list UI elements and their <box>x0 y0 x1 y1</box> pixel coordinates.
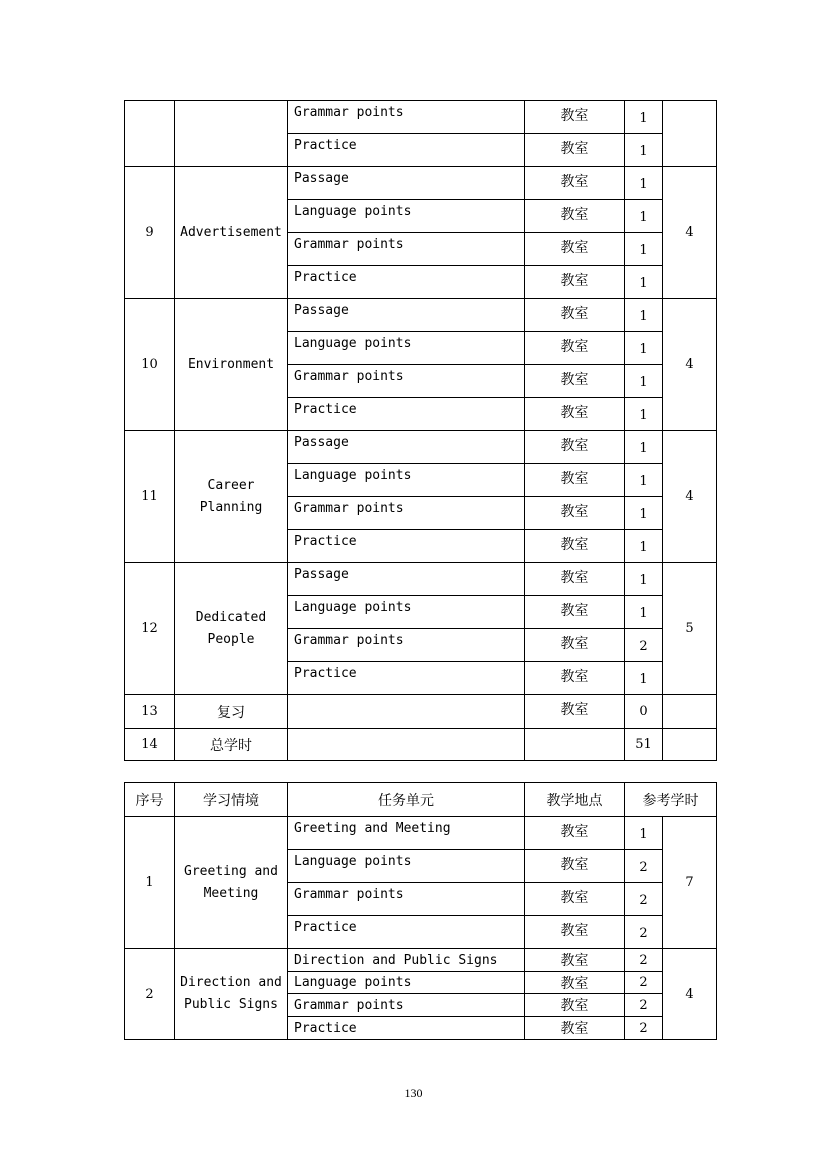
learning-context-cell <box>175 949 288 1040</box>
task-unit-cell: Language points <box>288 464 525 497</box>
location-cell: 教室 <box>525 266 625 299</box>
course-schedule-table <box>124 782 717 1040</box>
learning-context-cell <box>175 817 288 949</box>
task-unit-cell: Grammar points <box>288 994 525 1017</box>
hours-cell: 1 <box>625 431 663 464</box>
task-unit-cell: Grammar points <box>288 883 525 916</box>
location-cell: 教室 <box>525 1017 625 1040</box>
hours-cell: 1 <box>625 332 663 365</box>
task-unit-cell: Passage <box>288 299 525 332</box>
total-hours-cell <box>663 729 717 761</box>
learning-context-line: Public Signs <box>184 997 278 1012</box>
learning-context-cell: Advertisement <box>175 167 288 299</box>
unit-number-cell: 11 <box>125 431 175 563</box>
learning-context-line: Direction and <box>180 975 282 990</box>
page-number: 130 <box>404 1086 423 1100</box>
location-cell: 教室 <box>525 662 625 695</box>
unit-number-cell <box>125 101 175 167</box>
task-unit-cell <box>288 695 525 729</box>
location-cell: 教室 <box>525 949 625 972</box>
table-row <box>125 729 717 761</box>
table-header-row <box>125 783 717 817</box>
hours-cell: 1 <box>625 299 663 332</box>
learning-context-cell <box>175 431 288 563</box>
task-unit-cell: Passage <box>288 167 525 200</box>
table-row <box>125 949 717 972</box>
task-unit-cell: Language points <box>288 200 525 233</box>
task-unit-cell: Language points <box>288 972 525 994</box>
task-unit-cell: Practice <box>288 530 525 563</box>
hours-cell: 1 <box>625 596 663 629</box>
hours-cell: 1 <box>625 530 663 563</box>
total-hours-cell: 4 <box>663 299 717 431</box>
task-unit-cell: Passage <box>288 563 525 596</box>
task-unit-cell: Language points <box>288 850 525 883</box>
task-unit-cell <box>288 729 525 761</box>
task-unit-cell: Greeting and Meeting <box>288 817 525 850</box>
hours-cell: 1 <box>625 233 663 266</box>
hours-cell: 2 <box>625 883 663 916</box>
task-unit-cell: Grammar points <box>288 101 525 134</box>
total-hours-cell: 4 <box>663 431 717 563</box>
hours-cell: 1 <box>625 266 663 299</box>
location-cell: 教室 <box>525 431 625 464</box>
location-cell: 教室 <box>525 695 625 729</box>
total-hours-cell: 4 <box>663 167 717 299</box>
location-cell: 教室 <box>525 596 625 629</box>
unit-number-cell: 10 <box>125 299 175 431</box>
location-cell: 教室 <box>525 365 625 398</box>
learning-context-line: Career <box>207 477 255 493</box>
learning-context-cell <box>175 101 288 167</box>
hours-cell: 1 <box>625 101 663 134</box>
header-cell: 学习情境 <box>175 783 288 817</box>
hours-cell: 1 <box>625 464 663 497</box>
location-cell: 教室 <box>525 398 625 431</box>
hours-cell: 1 <box>625 497 663 530</box>
task-unit-cell: Practice <box>288 398 525 431</box>
task-unit-cell: Grammar points <box>288 233 525 266</box>
hours-cell: 1 <box>625 398 663 431</box>
table-row <box>125 299 717 332</box>
header-cell: 序号 <box>125 783 175 817</box>
location-cell: 教室 <box>525 299 625 332</box>
hours-cell: 2 <box>625 994 663 1017</box>
unit-number-cell: 13 <box>125 695 175 729</box>
task-unit-cell: Passage <box>288 431 525 464</box>
learning-context-cell: Environment <box>175 299 288 431</box>
location-cell: 教室 <box>525 563 625 596</box>
task-unit-cell: Practice <box>288 916 525 949</box>
table-row <box>125 563 717 596</box>
learning-context-line: Planning <box>199 499 263 515</box>
task-unit-cell: Practice <box>288 662 525 695</box>
task-unit-cell: Language points <box>288 332 525 365</box>
unit-number-cell: 2 <box>125 949 175 1040</box>
header-cell: 教学地点 <box>525 783 625 817</box>
location-cell: 教室 <box>525 817 625 850</box>
location-cell: 教室 <box>525 994 625 1017</box>
hours-cell: 1 <box>625 134 663 167</box>
task-unit-cell: Grammar points <box>288 365 525 398</box>
location-cell: 教室 <box>525 101 625 134</box>
location-cell <box>525 729 625 761</box>
hours-cell: 1 <box>625 200 663 233</box>
task-unit-cell: Grammar points <box>288 629 525 662</box>
location-cell: 教室 <box>525 883 625 916</box>
location-cell: 教室 <box>525 200 625 233</box>
total-hours-cell: 7 <box>663 817 717 949</box>
course-schedule-table-continued <box>124 100 717 761</box>
hours-cell: 1 <box>625 365 663 398</box>
unit-number-cell: 12 <box>125 563 175 695</box>
unit-number-cell: 14 <box>125 729 175 761</box>
table-row <box>125 167 717 200</box>
task-unit-cell: Direction and Public Signs <box>288 949 525 972</box>
table-row <box>125 695 717 729</box>
table-row <box>125 431 717 464</box>
total-hours-cell <box>663 101 717 167</box>
location-cell: 教室 <box>525 332 625 365</box>
task-unit-cell: Practice <box>288 1017 525 1040</box>
location-cell: 教室 <box>525 916 625 949</box>
hours-cell: 2 <box>625 850 663 883</box>
task-unit-cell: Practice <box>288 134 525 167</box>
table-row <box>125 817 717 850</box>
hours-cell: 2 <box>625 949 663 972</box>
task-unit-cell: Language points <box>288 596 525 629</box>
table-row <box>125 101 717 134</box>
learning-context-line: Greeting and <box>184 863 278 879</box>
learning-context-cell: 复习 <box>175 695 288 729</box>
hours-cell: 2 <box>625 972 663 994</box>
header-cell: 参考学时 <box>625 783 717 817</box>
learning-context-cell <box>175 563 288 695</box>
learning-context-cell: 总学时 <box>175 729 288 761</box>
location-cell: 教室 <box>525 134 625 167</box>
location-cell: 教室 <box>525 167 625 200</box>
hours-cell: 0 <box>625 695 663 729</box>
total-hours-cell <box>663 695 717 729</box>
location-cell: 教室 <box>525 233 625 266</box>
location-cell: 教室 <box>525 497 625 530</box>
total-hours-cell: 5 <box>663 563 717 695</box>
unit-number-cell: 1 <box>125 817 175 949</box>
unit-number-cell: 9 <box>125 167 175 299</box>
location-cell: 教室 <box>525 972 625 994</box>
location-cell: 教室 <box>525 629 625 662</box>
hours-cell: 1 <box>625 167 663 200</box>
learning-context-line: Dedicated <box>195 609 267 625</box>
total-hours-cell: 4 <box>663 949 717 1040</box>
hours-cell: 51 <box>625 729 663 761</box>
learning-context-line: People <box>207 631 255 647</box>
hours-cell: 1 <box>625 662 663 695</box>
learning-context-line: Meeting <box>203 885 259 901</box>
hours-cell: 1 <box>625 563 663 596</box>
location-cell: 教室 <box>525 530 625 563</box>
hours-cell: 1 <box>625 817 663 850</box>
location-cell: 教室 <box>525 850 625 883</box>
task-unit-cell: Practice <box>288 266 525 299</box>
hours-cell: 2 <box>625 629 663 662</box>
hours-cell: 2 <box>625 916 663 949</box>
hours-cell: 2 <box>625 1017 663 1040</box>
task-unit-cell: Grammar points <box>288 497 525 530</box>
location-cell: 教室 <box>525 464 625 497</box>
header-cell: 任务单元 <box>288 783 525 817</box>
